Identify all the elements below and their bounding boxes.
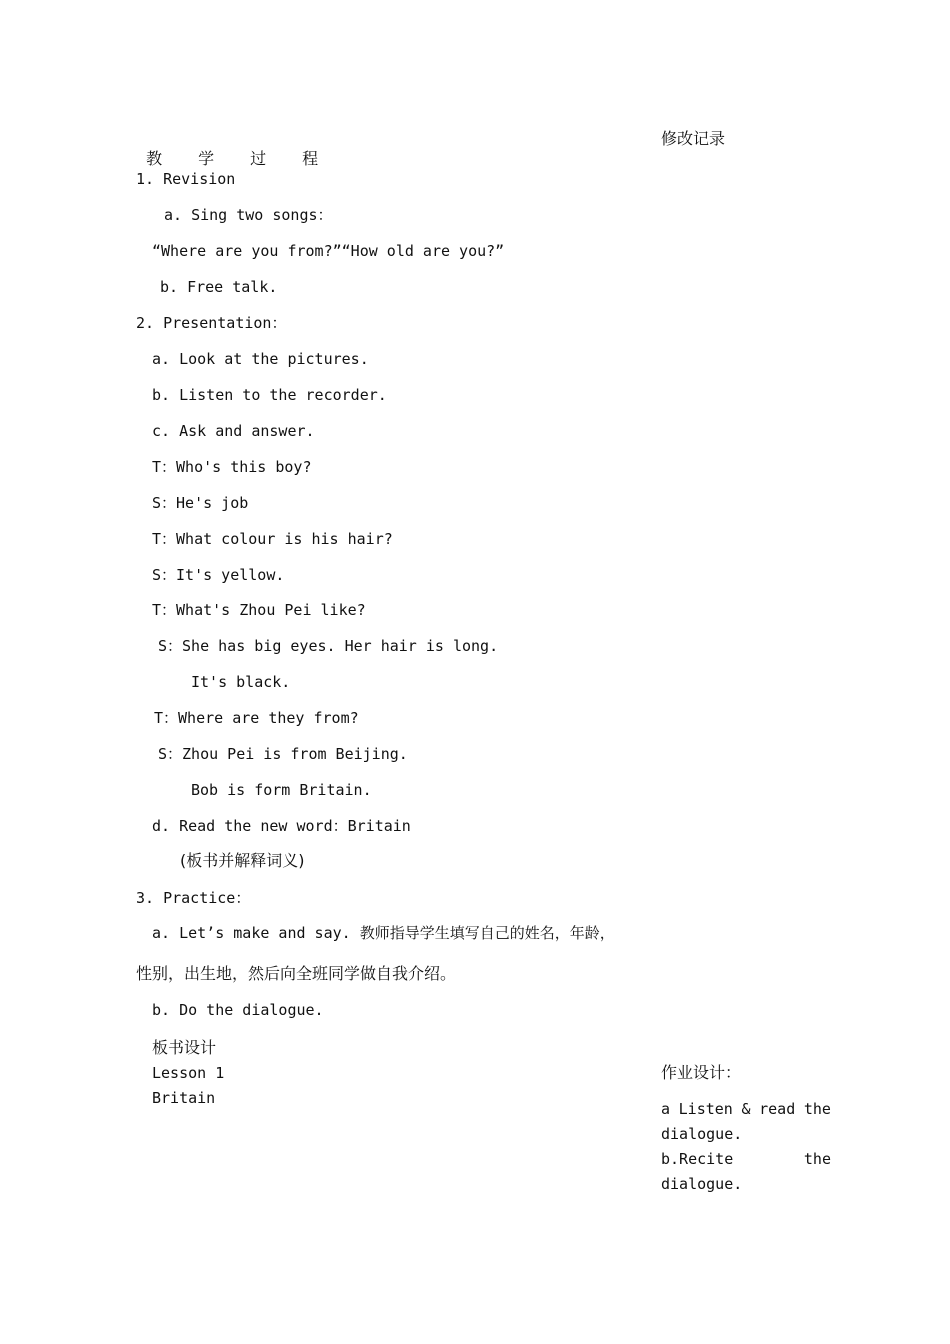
note-text: (板书并解释词义) — [180, 851, 305, 870]
dialogue-line: T：What's Zhou Pei like? — [152, 601, 366, 619]
homework-item-a: a Listen & read the — [661, 1100, 831, 1118]
dialogue-line: T：Who's this boy? — [152, 458, 312, 476]
list-item: “Where are you from?”“How old are you?” — [152, 242, 505, 260]
list-item: a. Look at the pictures. — [152, 350, 369, 368]
list-item: b. Do the dialogue. — [152, 1001, 324, 1019]
dialogue-line: T：Where are they from? — [154, 709, 359, 727]
homework-item-b: b.Recite the — [661, 1150, 831, 1168]
dialogue-line: S：Zhou Pei is from Beijing. — [158, 745, 408, 763]
heading-char: 过 — [250, 149, 267, 168]
list-item: b. Listen to the recorder. — [152, 386, 387, 404]
board-design-title: 板书设计 — [152, 1038, 217, 1057]
section-presentation: 2. Presentation： — [136, 314, 287, 332]
section-practice: 3. Practice： — [136, 889, 251, 907]
homework-title: 作业设计： — [661, 1063, 742, 1082]
dialogue-line: T：What colour is his hair? — [152, 530, 393, 548]
list-item: d. Read the new word：Britain — [152, 817, 411, 835]
board-line: Britain — [152, 1089, 216, 1107]
board-line: Lesson 1 — [152, 1064, 225, 1082]
heading-char: 教 — [146, 149, 163, 168]
dialogue-line: It's black. — [191, 673, 291, 691]
dialogue-line: S：She has big eyes. Her hair is long. — [158, 637, 499, 655]
list-item: c. Ask and answer. — [152, 422, 315, 440]
dialogue-line: Bob is form Britain. — [191, 781, 372, 799]
list-item: a. Sing two songs： — [164, 206, 333, 224]
list-item: b. Free talk. — [160, 278, 278, 296]
revision-record-heading: 修改记录 — [661, 129, 726, 148]
list-item-continuation: 性别，出生地，然后向全班同学做自我介绍。 — [136, 964, 457, 983]
dialogue-line: S：He's job — [152, 494, 249, 512]
heading-char: 学 — [198, 149, 215, 168]
dialogue-line: S：It's yellow. — [152, 566, 285, 584]
homework-item-a-cont: dialogue. — [661, 1125, 743, 1143]
list-item: a. Let’s make and say. 教师指导学生填写自己的姓名，年龄， — [152, 924, 615, 942]
heading-char: 程 — [302, 149, 319, 168]
teaching-process-heading — [136, 129, 354, 169]
homework-item-b-cont: dialogue. — [661, 1175, 743, 1193]
section-revision: 1. Revision — [136, 170, 236, 188]
